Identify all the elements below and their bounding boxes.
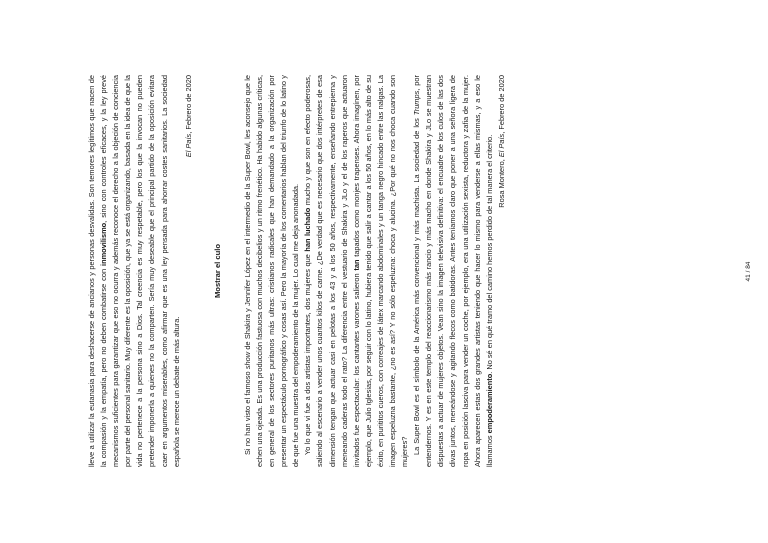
text-run: , sino con controles eficaces, y la ley prevé mecanismos suficientes para garantizar que eso no ocurra y además reconoce el derecho a la objeción de conciencia por parte del personal sanitario. Muy diferente es la oposición, que ya se está organizando, basada en la idea de que la vida no pertenece a la persona sino a Dios. Tal creencia es muy respetable, pero los que la invocan no pueden pretender imponerla a quienes no la comparten. Sería muy deseable que el principal partido de la oposición evitara caer en argumentos miserables, como afirmar que es una ley pensada para ahorrar costes sanitarios. La sociedad española se merece un debate de más altura. <box>99 74 181 467</box>
bold-text: han luchado <box>303 207 313 252</box>
article2-paragraph-3 <box>411 75 496 467</box>
bold-text: inmovilismo <box>99 222 109 266</box>
source-name: El País <box>183 133 193 158</box>
page-number: 41 / 84 <box>745 261 752 282</box>
text-run: Yo lo que vi fue a dos artistas importantes, dos mujeres que <box>303 251 313 455</box>
text-run: lleve a utilizar la eutanasia para deshacerse de ancianos y personas desvalidas. Son temores legítimos que nacen de la compasión y la empatía, pero no deben combatirse con <box>87 75 109 467</box>
article2-signature <box>496 75 508 467</box>
text-run: , por entendernos. Y es en este templo del reaccionarismo más rancio y más macho en donde Shakira y JLo se muestran dispuestas a actuar de mujeres objetos. Vean sino la imagen televisiva definitiva: el encuadre de los culos de las dos divas juntos, meneándose y agitando flecos como batidoras. Antes teníamos claro que poner a una señora ligera de ropa en posición lasciva para vender un coche, por ejemplo, era una utilización sexista, reductora y zafia de la mujer. Ahora aparecen estas dos grandes artistas teniendo que hacer lo mismo para venderse a ellas mismas, y a eso le llamamos <box>412 75 494 467</box>
article2-paragraph-1 <box>242 75 302 467</box>
text-run: mucho y que son en efecto poderosas, saliendo al escenario a vender unos cuantos kilos de carne. ¿De verdad que es necesario que dos intérpretes de esa dimensión tengan que actuar casi en pelotas a los 43 y a los 50 años, respectivamente, enseñando entrepierna y meneando caderas todo el rato? La diferencia entre el vestuario de Shakira y JLo y el de los raperos que actuaron invitados fue espectacular: los cantantes varones salieron <box>303 74 361 467</box>
author-name: Rosa Montero, <box>496 157 506 208</box>
article2-paragraph-2 <box>302 75 411 467</box>
italic-text: show <box>242 351 252 370</box>
italic-text: Trumps <box>412 90 422 116</box>
article1-signature <box>183 75 195 467</box>
text-run: tapados como monjes trapenses. Ahora imagínen, por ejemplo, que Julio Iglesias, por seguir con lo latino, hubiera tenido que salir a cantar a los 50 años, en lo más alto de su éxito, en purititos cueros, con correajes de látex marcando abdominales y un tanga negro hincado entre las nalgas. La imagen espeluzna bastante, ¿no es así? Y no sólo espeluzna: choca y alucina. ¿Por qué no nos choca cuando son mujeres? <box>351 75 410 467</box>
text-run: Si no han visto el famoso <box>242 369 252 455</box>
article1-paragraph <box>86 75 183 467</box>
bold-text: empoderamiento <box>484 373 494 434</box>
text-run: de Shakira y Jennifer López en el intermedio de la Super Bowl, les aconsejo que le echen una ojeada. Es una producción fastuosa con muchos decibelios y un ritmo frenético. Ha habido algunas críticas, en general de los sectores puritanos más ultras: cristianos radicales que han demandado a la organización por presentar un espectáculo pornográfico y cosas así. Pero la mayoría de los comentarios hablan del triunfo de lo latino y de que fue una muestra del empoderamiento de la mujer. Lo cual me deja anonadada. <box>242 75 301 467</box>
text-run: La Super Bowl es el símbolo de la América más convencional y más machista. La sociedad de los <box>412 115 422 455</box>
source-name: El País <box>496 133 506 158</box>
text-run: . No sé en qué tramo del camino hemos perdido de tal manera el criterio. <box>484 134 494 374</box>
signature-date: , Febrero de 2020 <box>496 75 506 134</box>
bold-text: tan <box>351 259 361 271</box>
document-body <box>86 75 508 467</box>
signature-date: , Febrero de 2020 <box>183 75 193 134</box>
article-title: Mostrar el culo <box>212 244 222 299</box>
